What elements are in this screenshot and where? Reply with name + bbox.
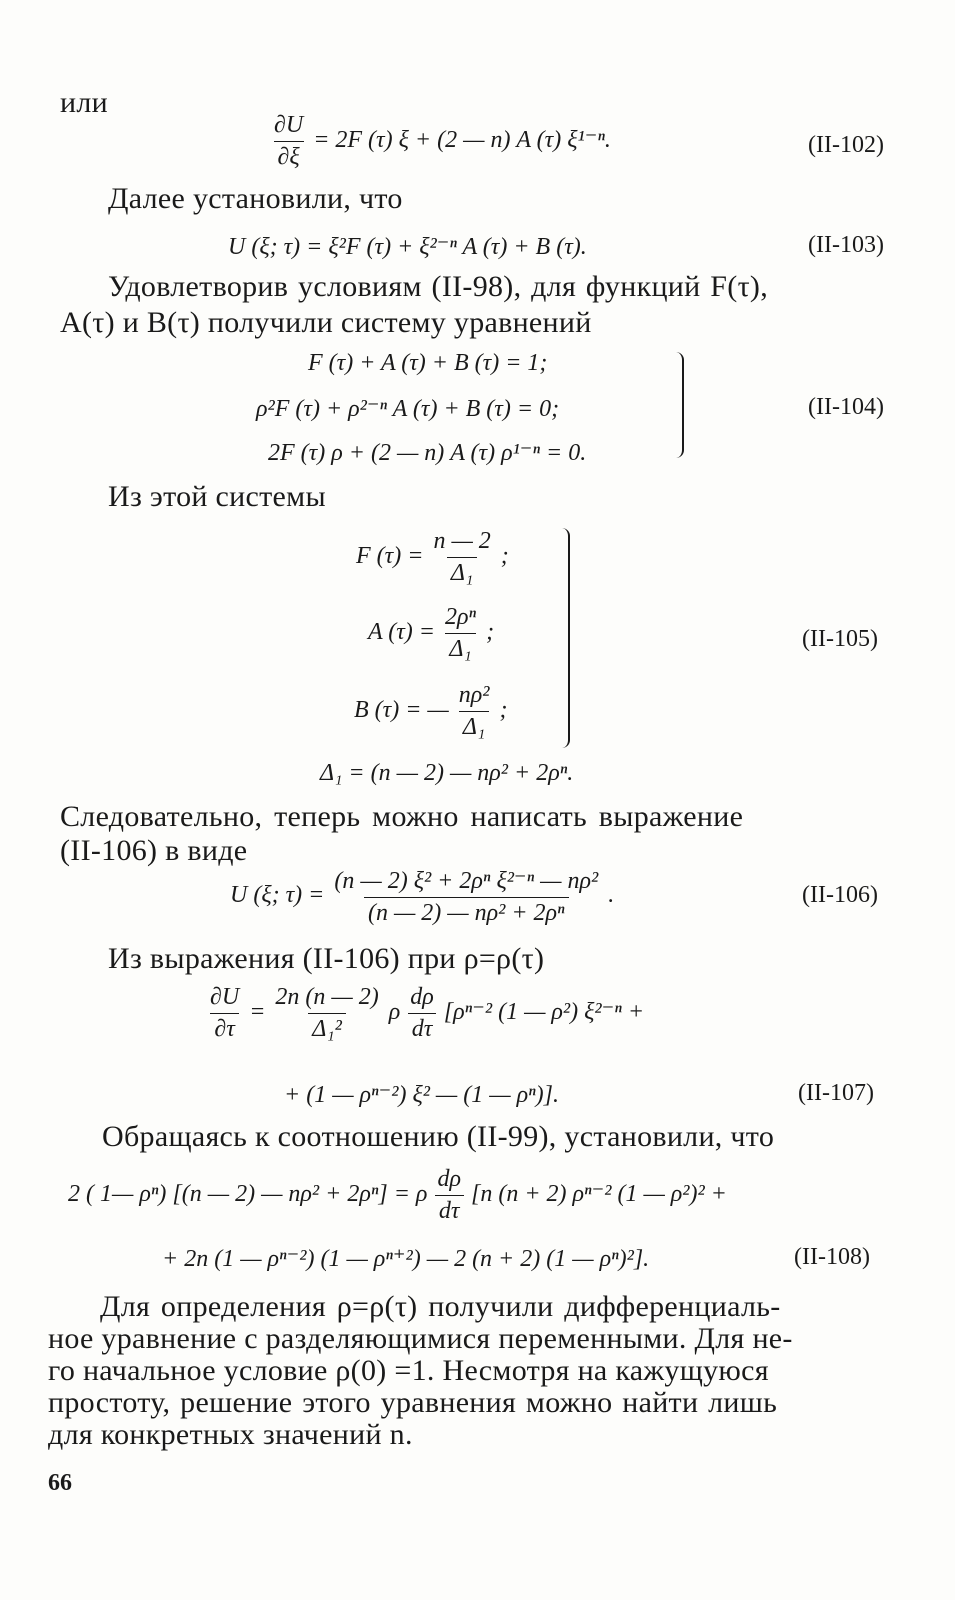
- semicolon: ;: [500, 543, 509, 570]
- equation-108-rest: [n (n + 2) ρⁿ⁻² (1 — ρ²)² +: [470, 1181, 727, 1208]
- semicolon: ;: [499, 697, 508, 724]
- equation-105-A: [368, 604, 494, 663]
- fraction-drho-dtau: [406, 984, 438, 1043]
- lhs: F (τ) =: [356, 543, 424, 570]
- lhs: B (τ) = —: [354, 697, 449, 724]
- numerator: 2ρⁿ: [445, 604, 477, 630]
- fraction-coef: [271, 984, 382, 1043]
- text-para-line2: ное уравнение с разделяющимися переменными. Для не-: [48, 1322, 793, 1355]
- numerator: dρ: [437, 1166, 461, 1192]
- equation-label-106: (II-106): [802, 882, 878, 908]
- fraction-A: [441, 604, 480, 663]
- denominator: dτ: [435, 1195, 464, 1225]
- equation-104-line1: F (τ) + A (τ) + B (τ) = 1;: [308, 350, 548, 376]
- text-sled-line2: (II-106) в виде: [60, 834, 248, 867]
- equation-108-line1: [68, 1166, 727, 1225]
- denominator: ∂τ: [210, 1013, 238, 1043]
- denominator: dτ: [408, 1013, 437, 1043]
- numerator: ∂U: [210, 984, 240, 1010]
- text-udovl-line2: A(τ) и B(τ) получили систему уравнений: [60, 306, 592, 339]
- right-brace-105: [562, 528, 570, 748]
- equation-delta1: Δ₁ = (n — 2) — nρ² + 2ρⁿ.: [320, 760, 574, 786]
- equation-104-line2: ρ²F (τ) + ρ²⁻ⁿ A (τ) + B (τ) = 0;: [256, 396, 560, 422]
- equation-108-left: 2 ( 1— ρⁿ) [(n — 2) — nρ² + 2ρⁿ] = ρ: [68, 1181, 428, 1208]
- numerator: dρ: [410, 984, 434, 1010]
- equation-label-107: (II-107): [798, 1080, 874, 1106]
- equation-103: U (ξ; τ) = ξ²F (τ) + ξ²⁻ⁿ A (τ) + B (τ).: [228, 234, 587, 260]
- period: .: [608, 882, 615, 909]
- denominator: Δ₁: [459, 711, 489, 741]
- equation-107-line1: [206, 984, 644, 1043]
- fraction-106: [330, 866, 602, 927]
- text-udovl-line1: Удовлетворив условиям (II-98), для функций F(τ),: [108, 270, 769, 303]
- equation-105-B: [354, 682, 508, 741]
- equation-102-rhs: = 2F (τ) ξ + (2 — n) A (τ) ξ¹⁻ⁿ.: [313, 127, 611, 154]
- equation-label-104: (II-104): [808, 394, 884, 420]
- denominator: Δ₁: [445, 633, 475, 663]
- text-para-line4: простоту, решение этого уравнения можно найти лишь: [48, 1386, 778, 1419]
- equation-107-line2: + (1 — ρⁿ⁻²) ξ² — (1 — ρⁿ)].: [284, 1082, 560, 1108]
- rho: ρ: [388, 999, 401, 1026]
- fraction-dU-dxi: [270, 112, 307, 171]
- text-obrash: Обращаясь к соотношению (II-99), установили, что: [102, 1120, 775, 1153]
- page-number: 66: [48, 1470, 72, 1496]
- equation-108-line2: + 2n (1 — ρⁿ⁻²) (1 — ρⁿ⁺²) — 2 (n + 2) (1 — ρⁿ)²].: [162, 1246, 650, 1272]
- text-iz-sistemy: Из этой системы: [108, 480, 326, 513]
- text-iz-vyr: Из выражения (II-106) при ρ=ρ(τ): [108, 942, 545, 975]
- equation-label-108: (II-108): [794, 1244, 870, 1270]
- equation-106: [230, 866, 614, 927]
- numerator: n — 2: [433, 528, 491, 554]
- text-sled-line1: Следовательно, теперь можно написать выражение: [60, 800, 744, 833]
- fraction-F: [429, 528, 494, 587]
- numerator: nρ²: [458, 682, 490, 708]
- equation-105-F: [356, 528, 509, 587]
- text-para-line5: для конкретных значений n.: [48, 1418, 413, 1451]
- equation-107-rest: [ρⁿ⁻² (1 — ρ²) ξ²⁻ⁿ +: [443, 999, 645, 1026]
- fraction-B: [455, 682, 494, 741]
- equals: =: [249, 999, 266, 1026]
- equation-102: [270, 112, 611, 171]
- text-para-line1: Для определения ρ=ρ(τ) получили дифференциаль-: [100, 1290, 781, 1323]
- numerator: ∂U: [274, 112, 304, 138]
- numerator: (n — 2) ξ² + 2ρⁿ ξ²⁻ⁿ — nρ²: [334, 868, 599, 894]
- numerator: 2n (n — 2): [275, 984, 379, 1010]
- text-ili: или: [60, 86, 108, 119]
- denominator: Δ₁: [447, 557, 477, 587]
- denominator: ∂ξ: [274, 141, 304, 171]
- fraction-drho-dtau-108: [433, 1166, 465, 1225]
- equation-label-105: (II-105): [802, 626, 878, 652]
- equation-label-102: (II-102): [808, 132, 884, 158]
- right-brace-104: [676, 352, 684, 458]
- denominator: (n — 2) — nρ² + 2ρⁿ: [364, 897, 569, 927]
- lhs: U (ξ; τ) =: [230, 882, 325, 909]
- fraction-dU-dtau: [206, 984, 243, 1043]
- denominator: Δ₁²: [308, 1013, 346, 1043]
- equation-label-103: (II-103): [808, 232, 884, 258]
- text-dalee: Далее установили, что: [108, 182, 403, 215]
- semicolon: ;: [486, 619, 495, 646]
- equation-104-line3: 2F (τ) ρ + (2 — n) A (τ) ρ¹⁻ⁿ = 0.: [268, 440, 587, 466]
- text-para-line3: го начальное условие ρ(0) =1. Несмотря на кажущуюся: [48, 1354, 769, 1387]
- lhs: A (τ) =: [368, 619, 435, 646]
